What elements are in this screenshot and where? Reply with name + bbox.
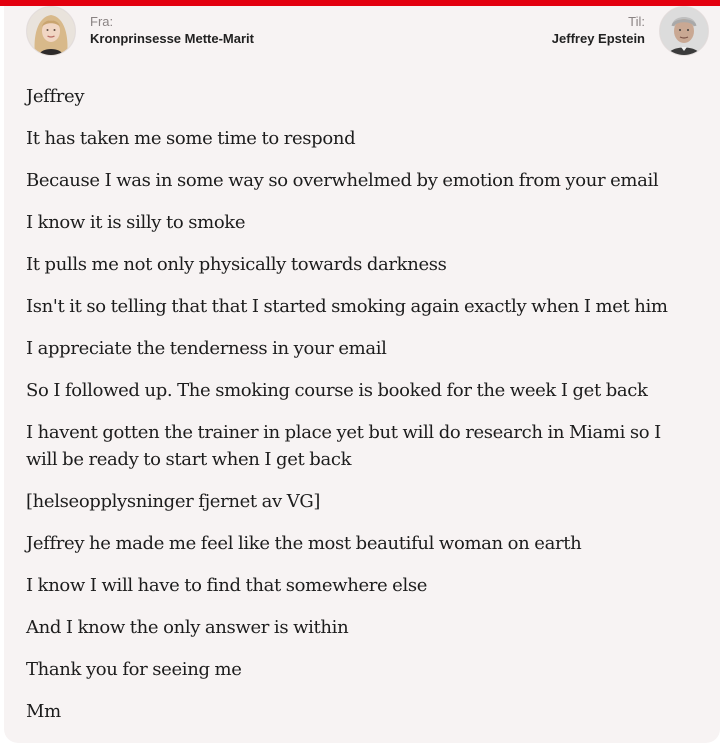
recipient-portrait-icon xyxy=(660,7,708,55)
message-body xyxy=(26,83,696,740)
message-line: I appreciate the tenderness in your email xyxy=(26,338,387,359)
to-label: Til: xyxy=(628,14,645,29)
message-line: It has taken me some time to respond xyxy=(26,128,356,149)
message-line: And I know the only answer is within xyxy=(26,617,349,638)
recipient-avatar xyxy=(659,6,709,56)
from-label: Fra: xyxy=(90,14,114,29)
message-line: I havent gotten the trainer in place yet but will do research in Miami so I will be ready to start when I get back xyxy=(26,422,661,470)
sender-name: Kronprinsesse Mette-Marit xyxy=(90,31,254,46)
sender-portrait-icon xyxy=(27,7,75,55)
sender-info xyxy=(90,14,254,48)
message-line: So I followed up. The smoking course is booked for the week I get back xyxy=(26,380,648,401)
recipient-info xyxy=(552,14,645,48)
email-card xyxy=(4,6,720,743)
message-line: It pulls me not only physically towards darkness xyxy=(26,254,447,275)
message-line: I know I will have to find that somewhere else xyxy=(26,575,428,596)
recipient-name: Jeffrey Epstein xyxy=(551,31,645,46)
message-line: Isn't it so telling that that I started smoking again exactly when I met him xyxy=(26,296,668,317)
message-line: [helseopplysninger fjernet av VG] xyxy=(26,491,321,512)
message-line: Because I was in some way so overwhelmed by emotion from your email xyxy=(26,170,659,191)
message-line: Jeffrey he made me feel like the most beautiful woman on earth xyxy=(26,533,582,554)
message-line: I know it is silly to smoke xyxy=(26,212,246,233)
sender-avatar xyxy=(26,6,76,56)
message-signature: Mm xyxy=(26,701,61,722)
message-line: Thank you for seeing me xyxy=(26,659,242,680)
message-line: Jeffrey xyxy=(26,86,85,107)
